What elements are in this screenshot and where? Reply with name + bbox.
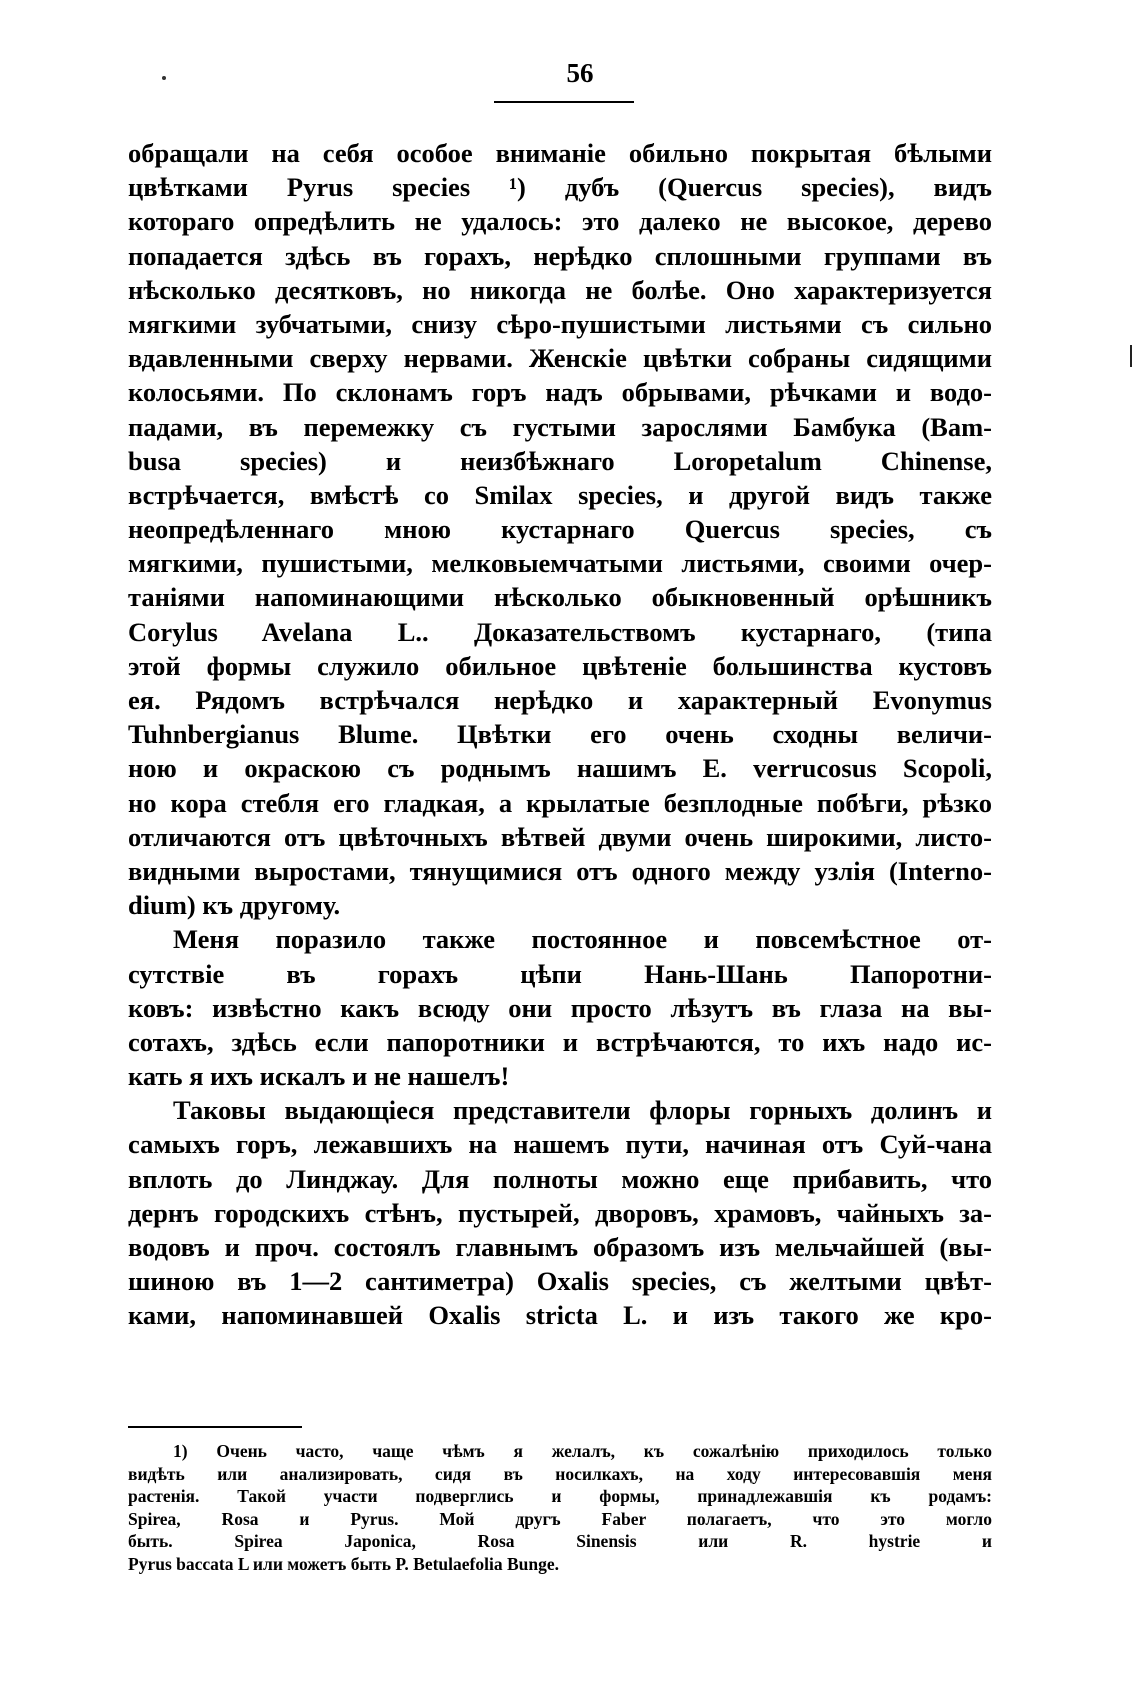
body-line: ковъ: извѣстно какъ всюду они просто лѣзутъ въ глаза на вы- xyxy=(128,992,992,1023)
body-line: обращали на себя особое вниманіе обильно покрытая бѣлыми xyxy=(128,138,992,168)
footnote-line: 1) Очень часто, чаще чѣмъ я желалъ, къ сожалѣнію приходилось только xyxy=(173,1441,992,1461)
footnote-rule xyxy=(128,1426,302,1428)
body-line: ною и окраскою съ роднымъ нашимъ E. verrucosus Scopoli, xyxy=(128,753,992,784)
header-rule xyxy=(494,101,634,103)
body-line: сотахъ, здѣсь если папоротники и встрѣчаются, то ихъ надо ис- xyxy=(128,1026,992,1057)
body-line: нѣсколько десятковъ, но никогда не болѣе. Оно характеризуется xyxy=(128,274,992,305)
body-line: неопредѣленнаго мною кустарнаго Quercus species, съ xyxy=(128,514,992,545)
footnote-line: видѣть или анализировать, сидя въ носилкахъ, на ходу интересовавшія меня xyxy=(128,1463,992,1484)
body-line: busa species) и неизбѣжнаго Loropetalum Chinense, xyxy=(128,445,992,476)
body-line: вдавленными сверху нервами. Женскіе цвѣтки собраны сидящими xyxy=(128,343,992,374)
body-line: этой формы служило обильное цвѣтеніе большинства кустовъ xyxy=(128,650,992,681)
body-line: dium) къ другому. xyxy=(128,890,341,921)
body-line: мягкими зубчатыми, снизу сѣро-пушистыми листьями съ сильно xyxy=(128,308,992,339)
body-line: встрѣчается, вмѣстѣ со Smilax species, и другой видъ также xyxy=(128,479,992,510)
body-line: попадается здѣсь въ горахъ, нерѣдко сплошными группами въ xyxy=(128,240,992,271)
body-line: самыхъ горъ, лежавшихъ на нашемъ пути, начиная отъ Суй-чана xyxy=(128,1129,992,1160)
body-line: ками, напоминавшей Oxalis stricta L. и изъ такого же кро- xyxy=(128,1300,992,1331)
footnote-line: растенія. Такой участи подверглись и формы, принадлежавшія къ родамъ: xyxy=(128,1486,992,1506)
body-line: Таковы выдающіеся представители флоры горныхъ долинъ и xyxy=(173,1095,992,1126)
body-line: Corylus Avelana L.. Доказательствомъ кустарнаго, (типа xyxy=(128,616,992,647)
body-line: Меня поразило также постоянное и повсемѣстное от- xyxy=(173,924,992,955)
body-line: Tuhnbergianus Blume. Цвѣтки его очень сходны величи- xyxy=(128,719,992,750)
body-line: ея. Рядомъ встрѣчался нерѣдко и характерный Evonymus xyxy=(128,685,992,715)
body-text xyxy=(128,136,992,1333)
footnote xyxy=(128,1440,992,1575)
body-line: отличаются отъ цвѣточныхъ вѣтвей двуми очень широкими, листо- xyxy=(128,821,992,852)
body-line: видными выростами, тянущимися отъ одного между узлія (Interno- xyxy=(128,855,992,886)
body-line: дернъ городскихъ стѣнъ, пустырей, дворовъ, храмовъ, чайныхъ за- xyxy=(128,1197,992,1228)
body-line: таніями напоминающими нѣсколько обыкновенный орѣшникъ xyxy=(128,582,992,613)
body-line: колосьями. По склонамъ горъ надъ обрывами, рѣчками и водо- xyxy=(128,377,992,408)
body-line: падами, въ перемежку съ густыми зарослями Бамбука (Bam- xyxy=(128,411,992,442)
body-line: цвѣтками Pyrus species ¹) дубъ (Quercus species), видъ xyxy=(128,172,992,203)
body-line: мягкими, пушистыми, мелковыемчатыми листьями, своими очер- xyxy=(128,548,992,579)
body-line: шиною въ 1—2 сантиметра) Oxalis species, съ желтыми цвѣт- xyxy=(128,1266,992,1297)
page-number: 56 xyxy=(566,58,594,88)
body-line: сутствіе въ горахъ цѣпи Нань-Шань Папоротни- xyxy=(128,958,992,989)
body-line: котораго опредѣлить не удалось: это далеко не высокое, дерево xyxy=(128,206,992,237)
body-line: водовъ и проч. состоялъ главнымъ образомъ изъ мельчайшей (вы- xyxy=(128,1232,992,1262)
scan-edge-mark xyxy=(1130,345,1132,367)
body-line: вплоть до Линджау. Для полноты можно еще прибавить, что xyxy=(128,1163,992,1194)
body-line: но кора стебля его гладкая, а крылатые безплодные побѣги, рѣзко xyxy=(128,787,992,818)
footnote-line: Pyrus baccata L или можетъ быть P. Betulaefolia Bunge. xyxy=(128,1553,559,1574)
footnote-line: Spirea, Rosa и Pyrus. Мой другъ Faber полагаетъ, что это могло xyxy=(128,1508,992,1529)
footnote-line: быть. Spirea Japonica, Rosa Sinensis или R. hystrie и xyxy=(128,1531,992,1551)
body-line: кать я ихъ искалъ и не нашелъ! xyxy=(128,1061,510,1092)
